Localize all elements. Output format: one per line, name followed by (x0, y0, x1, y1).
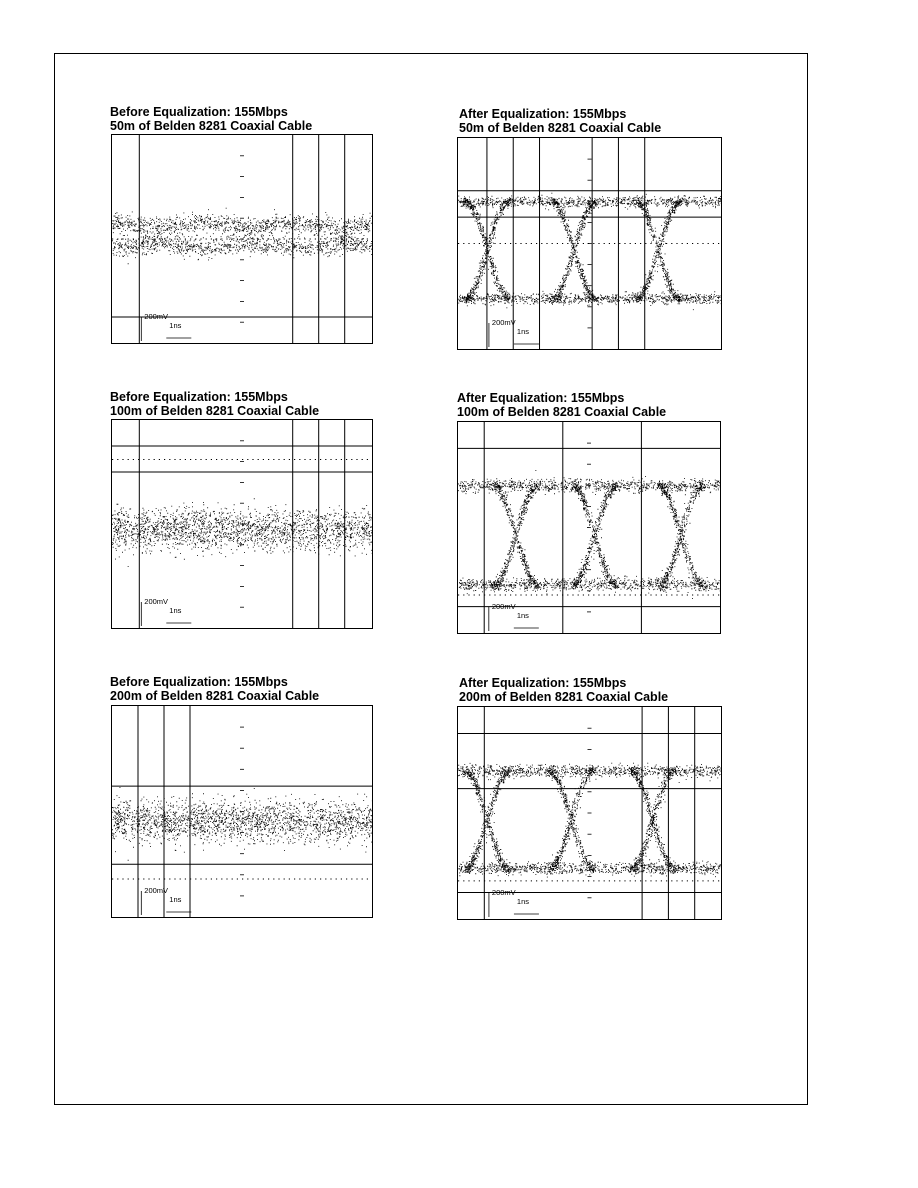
voltage-scale-label: 200mV (144, 597, 169, 606)
panel-title-block (457, 392, 666, 419)
trace-samples (112, 498, 372, 567)
panel-title: After Equalization: 155Mbps (459, 676, 627, 690)
trace-samples (458, 763, 721, 878)
voltage-scale-label: 200mV (144, 886, 169, 895)
voltage-scale-label: 200mV (491, 602, 516, 611)
trace-samples (458, 193, 721, 310)
trace-points (458, 763, 721, 878)
panel-subtitle: 100m of Belden 8281 Coaxial Cable (457, 404, 667, 419)
time-scale-label: 1ns (516, 327, 530, 336)
trace-points (112, 498, 372, 567)
eye-diagram (111, 705, 373, 918)
eye-diagram (111, 419, 373, 629)
time-scale-label: 1ns (516, 611, 529, 620)
eye-diagram (457, 137, 722, 350)
trace-points (112, 787, 372, 861)
panel-subtitle: 50m of Belden 8281 Coaxial Cable (459, 120, 662, 135)
panel-title: Before Equalization: 155Mbps (110, 390, 288, 404)
panel-title: After Equalization: 155Mbps (459, 107, 627, 121)
panel-title: After Equalization: 155Mbps (457, 391, 625, 405)
panel-subtitle: 200m of Belden 8281 Coaxial Cable (110, 688, 320, 703)
panel-title-block (459, 677, 668, 704)
panel-title-block (459, 108, 661, 135)
panel-title-block (110, 391, 319, 418)
voltage-scale-label: 200mV (491, 888, 516, 897)
voltage-scale-label: 200mV (144, 312, 169, 321)
panel-title-block (110, 676, 319, 703)
panel-title: Before Equalization: 155Mbps (110, 675, 288, 689)
trace-points (458, 470, 720, 599)
eye-diagram (457, 706, 722, 920)
panel-subtitle: 100m of Belden 8281 Coaxial Cable (110, 403, 320, 418)
trace-samples (112, 208, 372, 265)
eye-diagram (111, 134, 373, 344)
time-scale-label: 1ns (169, 606, 182, 615)
trace-samples (112, 787, 372, 861)
eye-diagram (457, 421, 721, 634)
trace-points (458, 193, 721, 310)
trace-points (112, 208, 372, 265)
time-scale-label: 1ns (169, 895, 182, 904)
panel-title-block (110, 106, 312, 133)
trace-samples (458, 470, 720, 599)
panel-subtitle: 200m of Belden 8281 Coaxial Cable (459, 689, 669, 704)
time-scale-label: 1ns (516, 897, 530, 906)
voltage-scale-label: 200mV (491, 318, 516, 327)
panel-title: Before Equalization: 155Mbps (110, 105, 288, 119)
panel-subtitle: 50m of Belden 8281 Coaxial Cable (110, 118, 313, 133)
time-scale-label: 1ns (169, 321, 182, 330)
